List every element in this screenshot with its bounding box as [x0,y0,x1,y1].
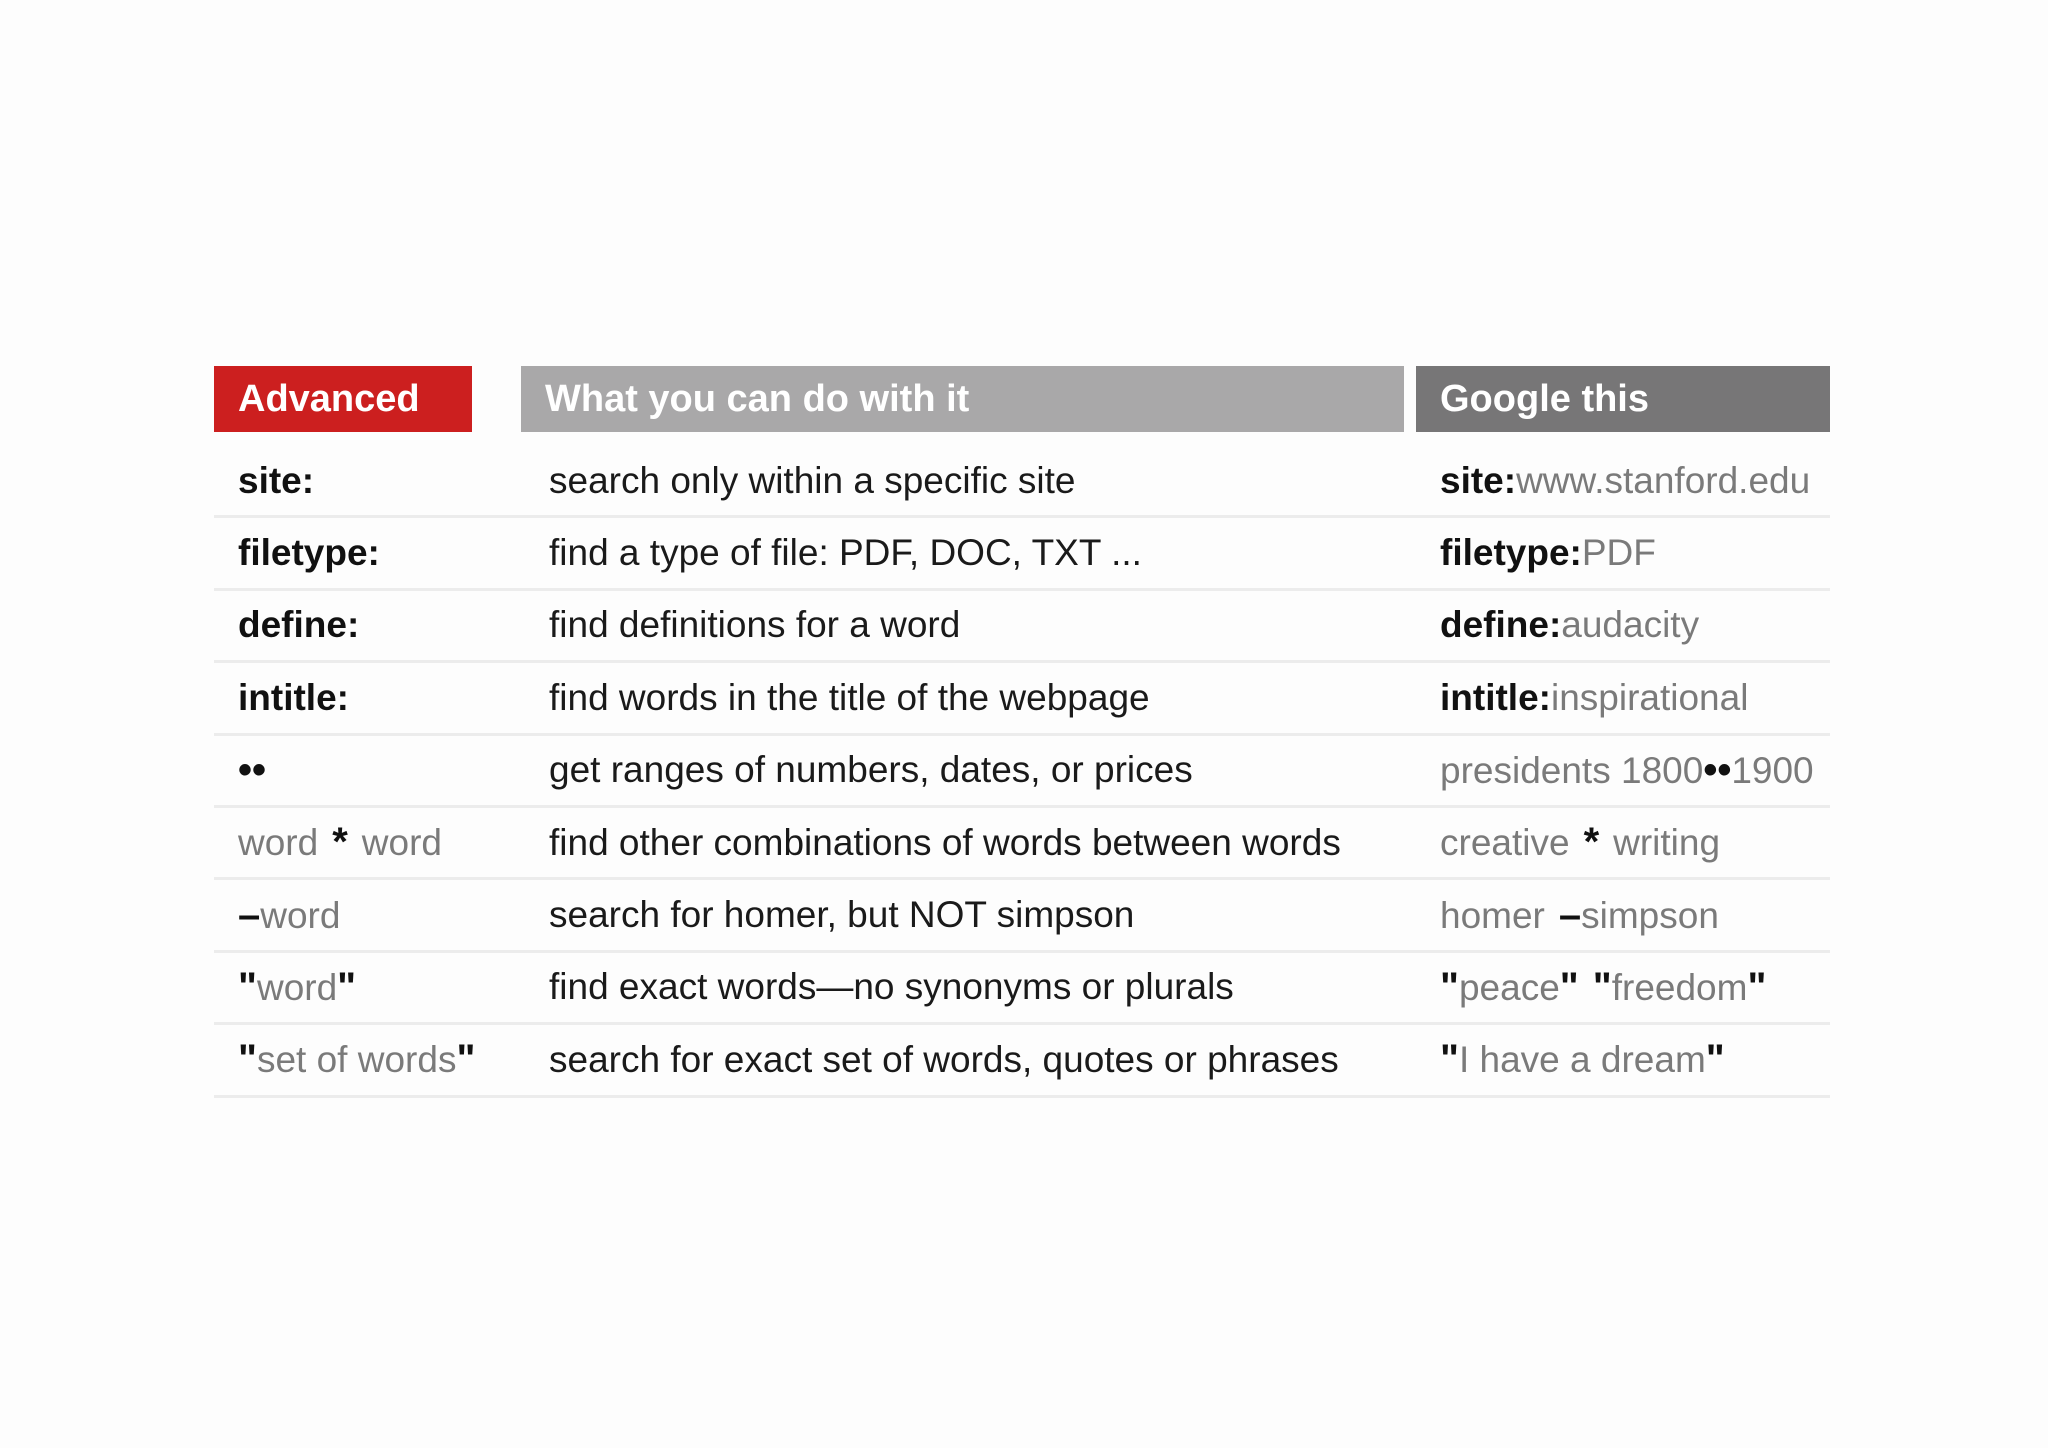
quote-symbol: " [337,964,357,1009]
example-value: PDF [1581,532,1656,574]
operator-value: word [238,822,319,864]
operator-cell [214,820,521,865]
example-cell [1418,748,1830,793]
example-value: writing [1613,822,1721,864]
range-dots-symbol: •• [238,747,267,792]
operator-value: word [361,822,442,864]
asterisk-symbol: * [332,820,348,865]
quote-symbol: " [1747,964,1767,1009]
description-cell: search for exact set of words, quotes or phrases [549,1038,1339,1080]
table-row [214,1025,1830,1097]
description-cell: find exact words—no synonyms or plurals [549,966,1234,1008]
table-row [214,808,1830,880]
description-cell: search for homer, but NOT simpson [549,894,1135,936]
example-value: peace [1458,966,1560,1008]
quote-symbol: " [1705,1037,1725,1082]
table-row [214,663,1830,735]
operator-cell [214,965,521,1010]
operator-cell [214,604,521,646]
operator-keyword: filetype: [238,532,380,574]
example-keyword: define: [1440,604,1562,646]
quote-symbol: " [1559,964,1579,1009]
example-cell [1418,604,1830,646]
example-keyword: filetype: [1440,532,1582,574]
example-value: simpson [1581,894,1719,936]
operator-value: word [256,966,338,1008]
header-advanced [214,366,472,432]
operator-cell [214,1037,521,1082]
example-cell [1418,532,1830,574]
minus-symbol: – [238,892,261,937]
example-value: creative [1440,822,1570,864]
quote-symbol: " [1440,1037,1459,1082]
example-value: freedom [1611,966,1748,1008]
search-operators-table [214,366,1830,1098]
operator-cell [214,460,521,502]
table-body [214,446,1830,1098]
description-cell: find other combinations of words between words [549,821,1341,863]
example-cell [1418,820,1830,865]
example-value: inspirational [1550,676,1749,718]
example-keyword: site: [1440,459,1517,501]
example-value: audacity [1561,604,1700,646]
description-cell: find definitions for a word [549,604,961,646]
example-value: I have a dream [1458,1039,1706,1081]
example-value: www.stanford.edu [1516,459,1811,501]
description-cell: find words in the title of the webpage [549,676,1150,718]
example-keyword: intitle: [1440,676,1551,718]
table-row [214,518,1830,590]
quote-symbol: " [1440,964,1459,1009]
example-cell [1418,1037,1830,1082]
asterisk-symbol: * [1583,820,1600,865]
operator-keyword: intitle: [238,676,349,718]
header-what-label: What you can do with it [545,377,970,420]
operator-keyword: site: [238,459,315,501]
description-cell: get ranges of numbers, dates, or prices [549,749,1193,791]
operator-cell [214,748,521,793]
operator-cell [214,893,521,938]
table-header [214,366,1830,432]
example-cell [1418,893,1830,938]
range-dots-symbol: •• [1703,747,1732,792]
header-google-label: Google this [1440,377,1649,420]
example-value: presidents 1800 [1440,749,1704,791]
quote-symbol: " [1592,964,1612,1009]
operator-cell [214,532,521,574]
table-row [214,736,1830,808]
header-what-you-can-do [521,366,1404,432]
operator-value: set of words [256,1039,457,1081]
quote-symbol: " [238,1037,257,1082]
example-cell [1418,460,1830,502]
example-value: homer [1440,894,1545,936]
quote-symbol: " [238,964,257,1009]
operator-value: word [260,894,341,936]
table-row [214,446,1830,518]
description-cell: find a type of file: PDF, DOC, TXT ... [549,532,1142,574]
header-google-this [1416,366,1830,432]
operator-keyword: define: [238,604,360,646]
quote-symbol: " [456,1037,476,1082]
table-row [214,953,1830,1025]
operator-cell [214,677,521,719]
minus-symbol: – [1558,892,1582,937]
header-advanced-label: Advanced [238,377,420,420]
example-cell [1418,677,1830,719]
table-row [214,591,1830,663]
example-cell [1418,965,1830,1010]
example-value: 1900 [1731,749,1814,791]
table-row [214,880,1830,952]
description-cell: search only within a specific site [549,459,1076,501]
